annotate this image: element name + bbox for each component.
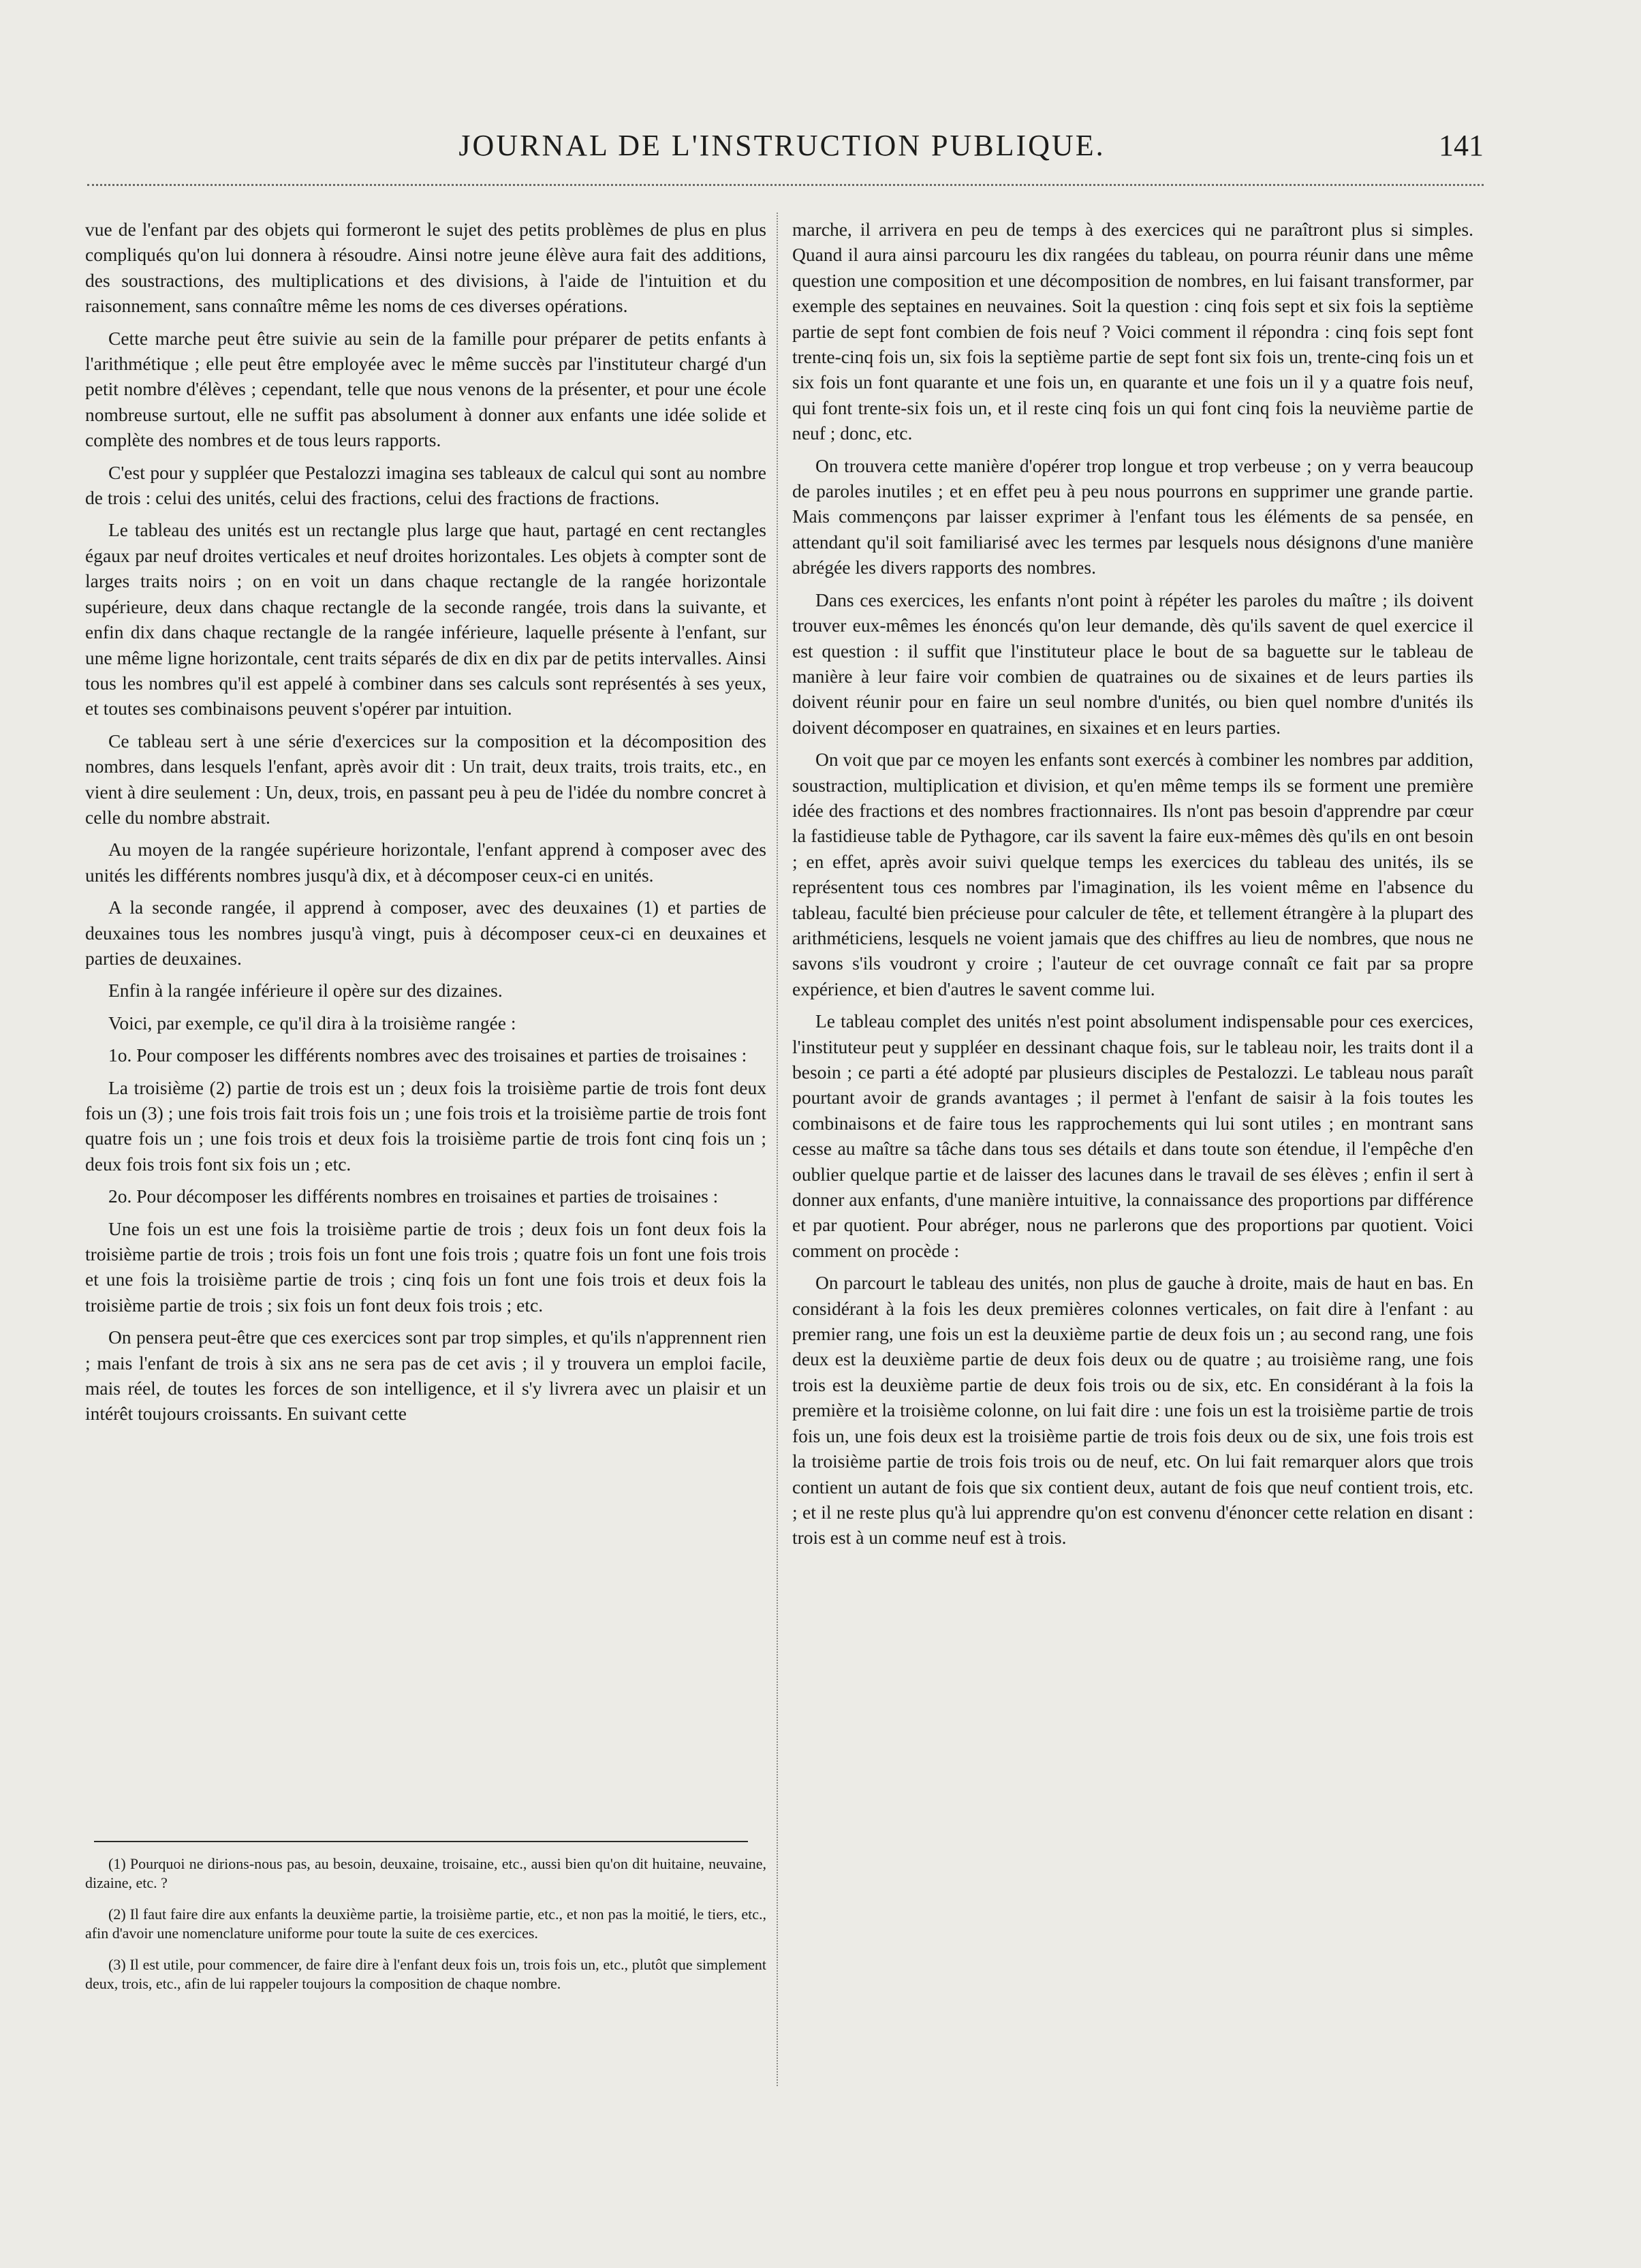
paragraph: Le tableau complet des unités n'est point absolument indispensable pour ces exercices, l'instituteur peut y suppléer en dessinant chaque fois, sur le tableau noir, les traits dont il a besoin ; ce parti a été adopté par plusieurs disciples de Pestalozzi. Le tableau nous paraît pourtant avoir de grands avantages ; il permet à l'enfant de saisir à la fois toutes les combinaisons et de faire tous les rapprochements qui lui sont utiles ; en montrant sans cesse au maître sa tâche dans tous ses détails et dans toute son étendue, il l'empêche d'en oublier quelque partie et de laisser des lacunes dans le travail de ses élèves ; enfin il sert à donner aux enfants, d'une manière intuitive, la connaissance des proportions par différence et par quotient. Pour abréger, nous ne parlerons que des proportions par quotient. Voici comment on procède :: [792, 1010, 1473, 1261]
paragraph: On trouvera cette manière d'opérer trop longue et trop verbeuse ; on y verra beaucoup de paroles inutiles ; et en effet peu à peu nous pourrons en supprimer une grande partie. Mais commençons par laisser exprimer à l'enfant tous les éléments de sa pensée, en attendant qu'il soit familiarisé avec les termes par lesquels nous désignons d'une manière abrégée les divers rapports des nombres.: [792, 454, 1473, 578]
paragraph: Le tableau des unités est un rectangle plus large que haut, partagé en cent rectangles égaux par neuf droites verticales et neuf droites horizontales. Les objets à compter sont de larges traits noirs ; on en voit un dans chaque rectangle de la rangée horizontale supérieure, deux dans chaque rectangle de la seconde rangée, trois dans la suivante, et enfin dix dans chaque rectangle de la rangée inférieure, laquelle présente à l'enfant, sur une même ligne horizontale, cent traits séparés de dix en dix par de petits intervalles. Ainsi tous les nombres qu'il est appelé à combiner dans ses calculs sont représentés à ses yeux, et toutes ses combinaisons peuvent s'opérer par intuition.: [85, 519, 766, 719]
running-header: [80, 128, 1484, 170]
paragraph: Enfin à la rangée inférieure il opère sur des dizaines.: [108, 980, 503, 1001]
footnote: (1) Pourquoi ne dirions-nous pas, au besoin, deuxaine, troisaine, etc., aussi bien qu'on dit huitaine, neuvaine, dizaine, etc. ?: [85, 1855, 766, 1891]
page-number: 141: [1439, 129, 1484, 162]
paragraph: 2o. Pour décomposer les différents nombres en troisaines et parties de troisaines :: [108, 1185, 719, 1207]
paragraph: Ce tableau sert à une série d'exercices sur la composition et la décomposition des nombres, dans lesquels l'enfant, après avoir dit : Un trait, deux traits, trois traits, etc., en vient à dire seulement : Un, deux, trois, en passant peu à peu de l'idée du nombre concret à celle du nombre abstrait.: [85, 730, 766, 828]
paragraph: Cette marche peut être suivie au sein de la famille pour préparer de petits enfants à l'arithmétique ; elle peut être employée avec le même succès par l'instituteur chargé d'un petit nombre d'élèves ; cependant, telle que nous venons de la présenter, et pour une école nombreuse surtout, elle ne suffit pas absolument à donner aux enfants une idée solide et complète des nombres et de tous leurs rapports.: [85, 327, 766, 451]
paragraph: vue de l'enfant par des objets qui formeront le sujet des petits problèmes de plus en plus compliqués qu'on lui donnera à résoudre. Ainsi notre jeune élève aura fait des additions, des soustractions, des multiplications et des divisions, à l'aide de l'intuition et du raisonnement, sans connaître même les noms de ces diverses opérations.: [85, 219, 766, 317]
left-column: [85, 217, 766, 1816]
paragraph: Une fois un est une fois la troisième partie de trois ; deux fois un font deux fois la troisième partie de trois ; trois fois un font une fois trois ; quatre fois un font une fois trois et une fois la troisième partie de trois ; cinq fois un font une fois trois et deux fois la troisième partie de trois ; six fois un font deux fois trois ; etc.: [85, 1217, 766, 1316]
footnote: (2) Il faut faire dire aux enfants la deuxième partie, la troisième partie, etc., et non pas la moitié, le tiers, etc., afin d'avoir une nomenclature uniforme pour toute la suite de ces exercices.: [85, 1906, 766, 1942]
paragraph: Voici, par exemple, ce qu'il dira à la troisième rangée :: [108, 1012, 516, 1034]
footnotes: [85, 1854, 766, 2079]
paragraph: A la seconde rangée, il apprend à composer, avec des deuxaines (1) et parties de deuxaines tous les nombres jusqu'à vingt, puis à décomposer ceux-ci en deuxaines et parties de deuxaines.: [85, 897, 766, 969]
paragraph: On pensera peut-être que ces exercices sont par trop simples, et qu'ils n'apprennent rien ; mais l'enfant de trois à six ans ne sera pas de cet avis ; il y trouvera un emploi facile, mais réel, de toutes les forces de son intelligence, et il s'y livrera avec un plaisir et un intérêt toujours croissants. En suivant cette: [85, 1326, 766, 1425]
footnote: (3) Il est utile, pour commencer, de faire dire à l'enfant deux fois un, trois fois un, etc., plutôt que simplement deux, trois, etc., afin de lui rappeler toujours la composition de chaque nombre.: [85, 1956, 766, 1992]
paragraph: marche, il arrivera en peu de temps à des exercices qui ne paraîtront plus si simples. Quand il aura ainsi parcouru les dix rangées du tableau, on pourra réunir dans une même question une composition et une décomposition de nombres, en lui faisant transformer, par exemple des septaines en neuvaines. Soit la question : cinq fois sept et six fois la septième partie de sept font combien de fois neuf ? Voici comment il répondra : cinq fois sept font trente-cinq fois un, six fois la septième partie de sept font six fois un, trente-cinq fois un et six fois un font quarante et une fois un, en quarante et une fois un il y a quatre fois neuf, qui font trente-six fois un, et il reste cinq fois un qui font cinq fois la neuvième partie de neuf ; donc, etc.: [792, 219, 1473, 444]
paragraph: C'est pour y suppléer que Pestalozzi imagina ses tableaux de calcul qui sont au nombre de trois : celui des unités, celui des fractions, celui des fractions de fractions.: [85, 461, 766, 509]
footnote-rule: [94, 1841, 748, 1842]
right-column: [792, 217, 1473, 2085]
paragraph: Au moyen de la rangée supérieure horizontale, l'enfant apprend à composer avec des unités les différents nombres jusqu'à dix, et à décomposer ceux-ci en unités.: [85, 839, 766, 886]
paragraph: Dans ces exercices, les enfants n'ont point à répéter les paroles du maître ; ils doivent trouver eux-mêmes les énoncés qu'on leur demande, dès qu'ils savent de quel exercice il est question : il suffit que l'instituteur place le bout de sa baguette sur le tableau de manière à leur faire voir combien de quatraines ou de sixaines et de leurs parties ils doivent réunir pour en faire un seul nombre d'unités, ou bien quel nombre d'unités ils doivent décomposer en quatraines, en sixaines et en leurs parties.: [792, 589, 1473, 738]
paragraph: On parcourt le tableau des unités, non plus de gauche à droite, mais de haut en bas. En considérant à la fois les deux premières colonnes verticales, on fait dire à l'enfant : au premier rang, une fois un est la deuxième partie de deux fois un ; au second rang, une fois deux est la deuxième partie de deux fois deux ou de quatre ; au troisième rang, une fois trois est la deuxième partie de deux fois trois ou de six, etc. En considérant à la fois la première et la troisième colonne, on lui fait dire : une fois un est la troisième partie de trois fois un, une fois deux est la troisième partie de trois fois deux ou de six, une fois trois est la troisième partie de trois fois trois ou de neuf, etc. On lui fait remarquer alors que trois contient un autant de fois que six contient deux, autant de fois que neuf contient trois, etc. ; et il ne reste plus qu'à lui apprendre qu'on est convenu d'énoncer cette relation en disant : trois est à un comme neuf est à trois.: [792, 1272, 1473, 1549]
paragraph: La troisième (2) partie de trois est un ; deux fois la troisième partie de trois font deux fois un (3) ; une fois trois fait trois fois un ; une fois trois et la troisième partie de trois font quatre fois un ; une fois trois et deux fois la troisième partie de trois font cinq fois un ; deux fois trois font six fois un ; etc.: [85, 1076, 766, 1175]
paragraph: On voit que par ce moyen les enfants sont exercés à combiner les nombres par addition, soustraction, multiplication et division, et qu'en même temps ils se forment une première idée des fractions et des nombres fractionnaires. Ils n'ont pas besoin d'apprendre par cœur la fastidieuse table de Pythagore, car ils savent la faire eux-mêmes dès qu'ils en ont besoin ; en effet, après avoir suivi quelque temps les exercices du tableau des unités, ils se représentent tous ces nombres par l'imagination, ils les voient même en l'absence du tableau, faculté bien précieuse pour calculer de tête, et tellement étrangère à la plupart des arithméticiens, lesquels ne voient jamais que des chiffres au lieu de nombres, que nous ne savons s'ils voudront y croire ; l'auteur de cet ouvrage connaît ce fait par sa propre expérience, et bien d'autres le savent comme lui.: [792, 749, 1473, 999]
paragraph: 1o. Pour composer les différents nombres avec des troisaines et parties de troisaines :: [108, 1044, 747, 1066]
column-divider: [777, 213, 778, 2086]
journal-title: JOURNAL DE L'INSTRUCTION PUBLIQUE.: [458, 129, 1106, 162]
header-rule: [87, 184, 1484, 186]
